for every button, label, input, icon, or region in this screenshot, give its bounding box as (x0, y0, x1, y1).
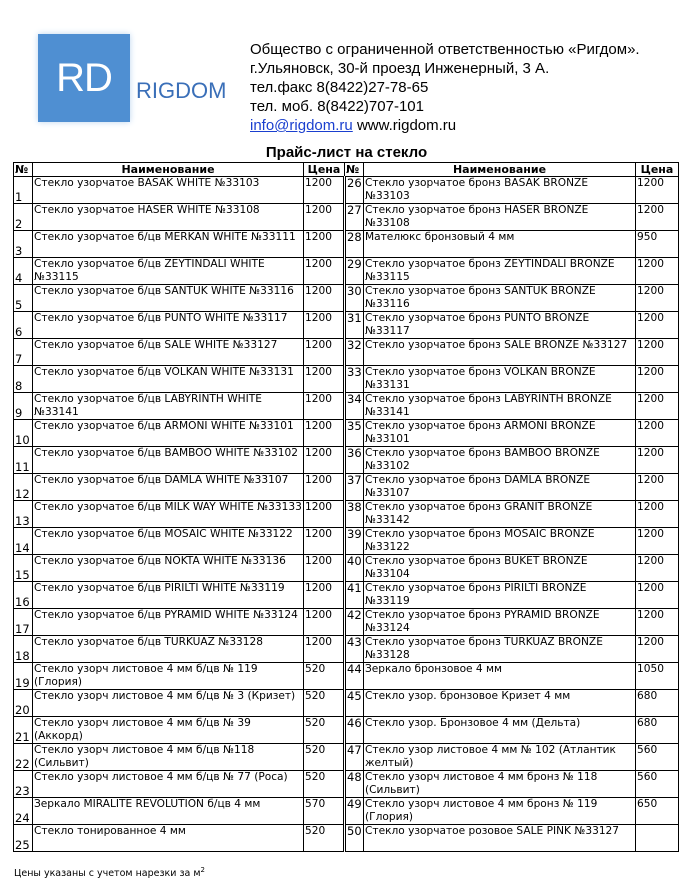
table-row (14, 420, 679, 447)
item-price-left: 1200 (304, 609, 345, 636)
item-price-left: 520 (304, 690, 345, 717)
item-price-left: 1200 (304, 204, 345, 231)
item-price-right: 1200 (636, 177, 679, 204)
row-num-left: 15 (14, 555, 33, 582)
item-name-left: Стекло узорчатое б/цв BAMBOO WHITE №33102 (33, 447, 304, 474)
row-num-left: 11 (14, 447, 33, 474)
item-name-right: Стекло узорчатое бронз LABYRINTH BRONZE №33141 (364, 393, 636, 420)
item-price-right: 950 (636, 231, 679, 258)
row-num-left: 3 (14, 231, 33, 258)
row-num-right: 29 (345, 258, 364, 285)
row-num-right: 32 (345, 339, 364, 366)
item-name-left: Стекло узорчатое б/цв MILK WAY WHITE №33133 (33, 501, 304, 528)
item-name-left: Стекло узорчатое б/цв TURKUAZ №33128 (33, 636, 304, 663)
item-price-left: 1200 (304, 393, 345, 420)
item-name-right: Стекло узорчатое бронз DAMLA BRONZE №33107 (364, 474, 636, 501)
item-name-right: Стекло узорчатое бронз HASER BRONZE №33108 (364, 204, 636, 231)
row-num-right: 44 (345, 663, 364, 690)
table-row (14, 258, 679, 285)
row-num-left: 2 (14, 204, 33, 231)
item-name-right: Стекло узорчатое бронз PIRILTI BRONZE №33119 (364, 582, 636, 609)
table-row (14, 177, 679, 204)
price-note (14, 866, 205, 879)
company-info (250, 40, 680, 135)
item-price-right: 1200 (636, 447, 679, 474)
company-mobile: тел. моб. 8(8422)707-101 (250, 98, 424, 115)
table-row (14, 636, 679, 663)
table-row (14, 555, 679, 582)
item-price-right: 1200 (636, 393, 679, 420)
item-price-right: 1200 (636, 285, 679, 312)
row-num-right: 33 (345, 366, 364, 393)
item-price-right: 1200 (636, 636, 679, 663)
item-price-left: 1200 (304, 582, 345, 609)
table-header-row (14, 163, 679, 177)
table-row (14, 231, 679, 258)
item-price-right: 1200 (636, 528, 679, 555)
item-name-right: Стекло узорчатое бронз VOLKAN BRONZE №33131 (364, 366, 636, 393)
row-num-right: 26 (345, 177, 364, 204)
email-link[interactable]: info@rigdom.ru (250, 117, 353, 134)
table-row (14, 717, 679, 744)
table-row (14, 528, 679, 555)
table-row (14, 771, 679, 798)
item-name-left: Стекло узорчатое б/цв LABYRINTH WHITE №33141 (33, 393, 304, 420)
item-name-left: Стекло узорч листовое 4 мм б/цв № 3 (Кризет) (33, 690, 304, 717)
table-row (14, 447, 679, 474)
row-num-right: 46 (345, 717, 364, 744)
item-name-right: Стекло узорчатое бронз BUKET BRONZE №33104 (364, 555, 636, 582)
table-row (14, 744, 679, 771)
table-row (14, 609, 679, 636)
row-num-left: 10 (14, 420, 33, 447)
row-num-right: 30 (345, 285, 364, 312)
item-price-left: 1200 (304, 258, 345, 285)
row-num-right: 28 (345, 231, 364, 258)
item-price-left: 1200 (304, 636, 345, 663)
item-name-left: Стекло тонированное 4 мм (33, 825, 304, 852)
table-row (14, 393, 679, 420)
row-num-right: 41 (345, 582, 364, 609)
item-name-right: Стекло узорчатое бронз BASAK BRONZE №33103 (364, 177, 636, 204)
row-num-left: 24 (14, 798, 33, 825)
company-address: г.Ульяновск, 30-й проезд Инженерный, 3 А. (250, 60, 550, 77)
item-name-left: Стекло узорч листовое 4 мм б/цв № 39 (Аккорд) (33, 717, 304, 744)
item-name-left: Стекло узорчатое б/цв MERKAN WHITE №33111 (33, 231, 304, 258)
item-price-left: 520 (304, 825, 345, 852)
item-price-right: 1200 (636, 609, 679, 636)
item-name-right: Стекло узорч листовое 4 мм бронз № 118 (Сильвит) (364, 771, 636, 798)
item-name-left: Стекло узорчатое б/цв SALE WHITE №33127 (33, 339, 304, 366)
item-name-right: Стекло узорчатое бронз SALE BRONZE №33127 (364, 339, 636, 366)
row-num-left: 13 (14, 501, 33, 528)
row-num-left: 16 (14, 582, 33, 609)
row-num-right: 50 (345, 825, 364, 852)
item-name-right: Стекло узорчатое бронз PYRAMID BRONZE №33124 (364, 609, 636, 636)
item-price-right: 680 (636, 717, 679, 744)
item-price-left: 1200 (304, 474, 345, 501)
item-name-left: Стекло узорчатое б/цв SANTUK WHITE №33116 (33, 285, 304, 312)
row-num-right: 45 (345, 690, 364, 717)
item-price-right: 1200 (636, 366, 679, 393)
header-num-2: № (345, 163, 364, 177)
row-num-right: 47 (345, 744, 364, 771)
item-name-left: Стекло узорчатое б/цв VOLKAN WHITE №33131 (33, 366, 304, 393)
item-price-right: 1200 (636, 258, 679, 285)
row-num-left: 4 (14, 258, 33, 285)
rigdom-logo (38, 34, 244, 130)
item-name-right: Стекло узорчатое бронз ZEYTINDALI BRONZE №33115 (364, 258, 636, 285)
row-num-left: 18 (14, 636, 33, 663)
item-price-right: 650 (636, 798, 679, 825)
item-name-left: Стекло узорчатое б/цв PUNTO WHITE №33117 (33, 312, 304, 339)
row-num-right: 34 (345, 393, 364, 420)
table-row (14, 312, 679, 339)
item-price-right: 1200 (636, 582, 679, 609)
row-num-left: 17 (14, 609, 33, 636)
item-name-right: Мателюкс бронзовый 4 мм (364, 231, 636, 258)
item-name-left: Стекло узорчатое BASAK WHITE №33103 (33, 177, 304, 204)
logo-mark: RD (38, 34, 130, 122)
item-price-left: 1200 (304, 285, 345, 312)
table-row (14, 690, 679, 717)
item-price-right: 1200 (636, 555, 679, 582)
item-name-right: Стекло узор. Бронзовое 4 мм (Дельта) (364, 717, 636, 744)
item-name-left: Зеркало MIRALITE REVOLUTION б/цв 4 мм (33, 798, 304, 825)
row-num-left: 14 (14, 528, 33, 555)
item-price-left: 570 (304, 798, 345, 825)
row-num-right: 43 (345, 636, 364, 663)
item-name-right: Зеркало бронзовое 4 мм (364, 663, 636, 690)
row-num-right: 49 (345, 798, 364, 825)
item-price-right: 1200 (636, 204, 679, 231)
table-row (14, 663, 679, 690)
row-num-left: 1 (14, 177, 33, 204)
item-price-left: 1200 (304, 447, 345, 474)
row-num-left: 5 (14, 285, 33, 312)
item-name-right: Стекло узорчатое бронз ARMONI BRONZE №33101 (364, 420, 636, 447)
row-num-left: 8 (14, 366, 33, 393)
row-num-right: 39 (345, 528, 364, 555)
row-num-right: 38 (345, 501, 364, 528)
item-name-left: Стекло узорч листовое 4 мм б/цв № 77 (Роса) (33, 771, 304, 798)
item-price-right: 1200 (636, 420, 679, 447)
item-name-right: Стекло узорчатое бронз MOSAIC BRONZE №33122 (364, 528, 636, 555)
page-title: Прайс-лист на стекло (265, 144, 428, 161)
item-price-right: 680 (636, 690, 679, 717)
row-num-left: 22 (14, 744, 33, 771)
row-num-left: 19 (14, 663, 33, 690)
logo-name: RIGDOM (136, 78, 227, 103)
row-num-left: 6 (14, 312, 33, 339)
table-row (14, 798, 679, 825)
table-row (14, 582, 679, 609)
header-num-1: № (14, 163, 33, 177)
item-name-right: Стекло узор. бронзовое Кризет 4 мм (364, 690, 636, 717)
item-price-left: 1200 (304, 231, 345, 258)
item-price-left: 1200 (304, 339, 345, 366)
item-price-left: 1200 (304, 177, 345, 204)
row-num-right: 42 (345, 609, 364, 636)
header-price-2: Цена (636, 163, 679, 177)
item-name-left: Стекло узорчатое б/цв MOSAIC WHITE №33122 (33, 528, 304, 555)
item-name-left: Стекло узорчатое б/цв NOKTA WHITE №33136 (33, 555, 304, 582)
table-row (14, 501, 679, 528)
item-price-right (636, 825, 679, 852)
row-num-right: 27 (345, 204, 364, 231)
price-note-text: Цены указаны с учетом нарезки за м (14, 868, 201, 880)
item-price-right: 1200 (636, 312, 679, 339)
item-name-left: Стекло узорчатое б/цв ARMONI WHITE №33101 (33, 420, 304, 447)
item-price-left: 1200 (304, 420, 345, 447)
header-name-2: Наименование (364, 163, 636, 177)
table-row (14, 474, 679, 501)
website-text: www.rigdom.ru (356, 117, 457, 134)
table-row (14, 825, 679, 852)
item-name-right: Стекло узор листовое 4 мм № 102 (Атлантик желтый) (364, 744, 636, 771)
table-row (14, 285, 679, 312)
table-row (14, 204, 679, 231)
item-name-right: Стекло узорчатое розовое SALE PINK №33127 (364, 825, 636, 852)
row-num-right: 35 (345, 420, 364, 447)
item-price-left: 520 (304, 663, 345, 690)
item-name-left: Стекло узорчатое HASER WHITE №33108 (33, 204, 304, 231)
row-num-right: 31 (345, 312, 364, 339)
item-price-right: 560 (636, 744, 679, 771)
item-price-right: 1050 (636, 663, 679, 690)
row-num-left: 23 (14, 771, 33, 798)
row-num-right: 48 (345, 771, 364, 798)
header-name-1: Наименование (33, 163, 304, 177)
item-name-left: Стекло узорчатое б/цв ZEYTINDALI WHITE №33115 (33, 258, 304, 285)
item-price-left: 520 (304, 717, 345, 744)
row-num-left: 9 (14, 393, 33, 420)
item-name-right: Стекло узорчатое бронз BAMBOO BRONZE №33102 (364, 447, 636, 474)
price-table (13, 162, 679, 852)
item-name-left: Стекло узорч листовое 4 мм б/цв № 119 (Глория) (33, 663, 304, 690)
item-name-right: Стекло узорчатое бронз GRANIT BRONZE №33142 (364, 501, 636, 528)
item-name-right: Стекло узорчатое бронз SANTUK BRONZE №33116 (364, 285, 636, 312)
company-fax: тел.факс 8(8422)27-78-65 (250, 79, 429, 96)
item-price-left: 1200 (304, 501, 345, 528)
item-price-right: 1200 (636, 474, 679, 501)
row-num-left: 21 (14, 717, 33, 744)
row-num-right: 37 (345, 474, 364, 501)
price-note-sup: 2 (200, 866, 206, 874)
row-num-right: 36 (345, 447, 364, 474)
item-price-left: 1200 (304, 312, 345, 339)
item-price-right: 560 (636, 771, 679, 798)
item-name-left: Стекло узорчатое б/цв DAMLA WHITE №33107 (33, 474, 304, 501)
item-name-left: Стекло узорчатое б/цв PYRAMID WHITE №33124 (33, 609, 304, 636)
item-price-left: 520 (304, 771, 345, 798)
row-num-left: 20 (14, 690, 33, 717)
item-name-left: Стекло узорчатое б/цв PIRILTI WHITE №33119 (33, 582, 304, 609)
table-body (14, 177, 679, 852)
row-num-left: 25 (14, 825, 33, 852)
item-name-right: Стекло узорчатое бронз TURKUAZ BRONZE №33128 (364, 636, 636, 663)
item-price-left: 520 (304, 744, 345, 771)
item-name-right: Стекло узорчатое бронз PUNTO BRONZE №33117 (364, 312, 636, 339)
row-num-left: 12 (14, 474, 33, 501)
company-name: Общество с ограниченной ответственностью «Ригдом». (250, 41, 640, 58)
item-name-left: Стекло узорч листовое 4 мм б/цв №118 (Сильвит) (33, 744, 304, 771)
header-price-1: Цена (304, 163, 345, 177)
item-price-left: 1200 (304, 366, 345, 393)
row-num-right: 40 (345, 555, 364, 582)
row-num-left: 7 (14, 339, 33, 366)
item-price-right: 1200 (636, 339, 679, 366)
item-price-left: 1200 (304, 555, 345, 582)
item-price-left: 1200 (304, 528, 345, 555)
item-price-right: 1200 (636, 501, 679, 528)
table-row (14, 366, 679, 393)
item-name-right: Стекло узорч листовое 4 мм бронз № 119 (Глория) (364, 798, 636, 825)
table-row (14, 339, 679, 366)
